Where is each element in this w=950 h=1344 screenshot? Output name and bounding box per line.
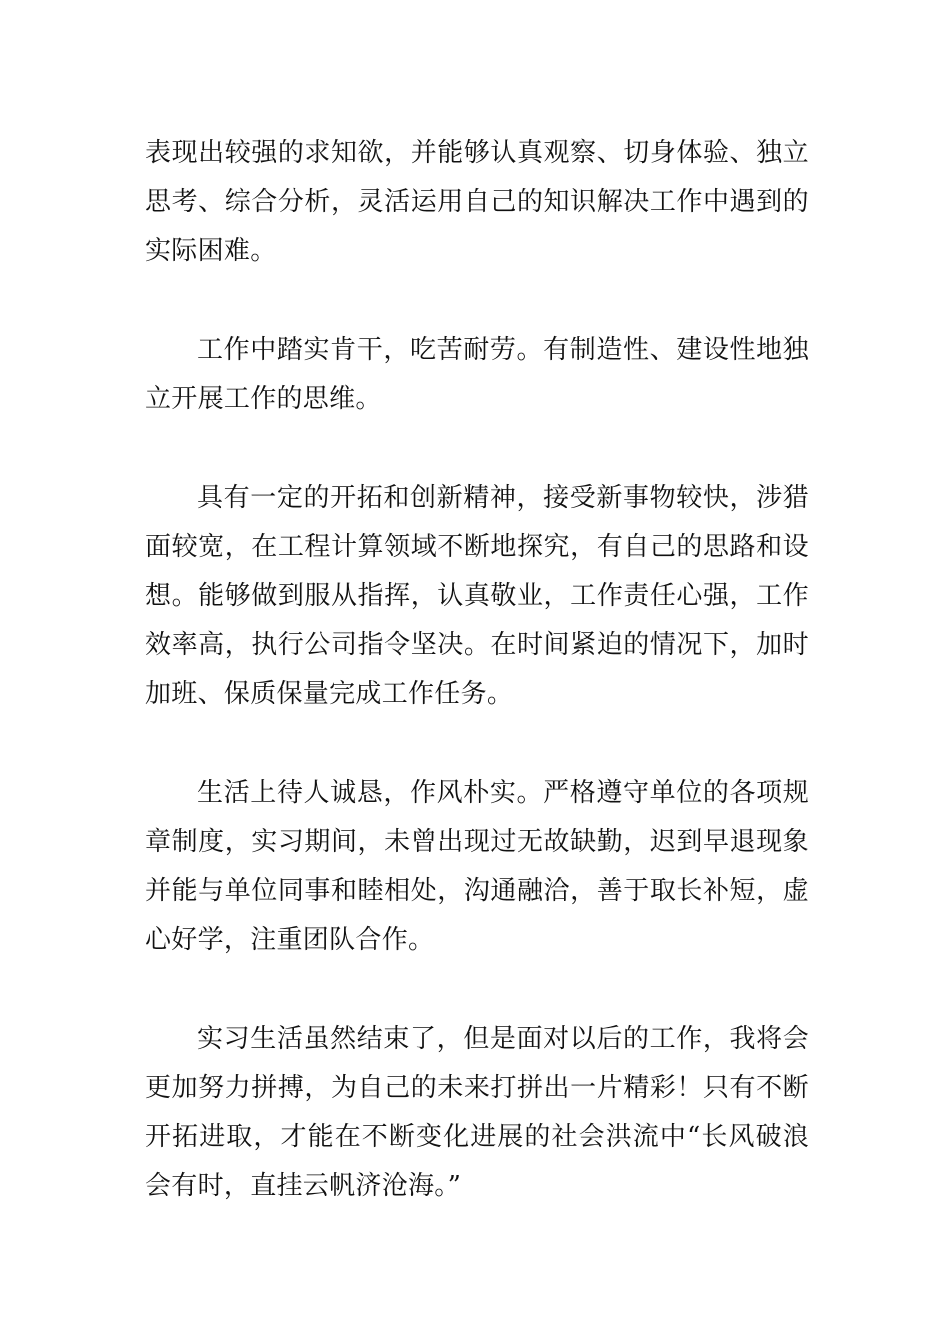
paragraph-4: 生活上待人诚恳，作风朴实。严格遵守单位的各项规章制度，实习期间，未曾出现过无故缺勤，迟到早退现象并能与单位同事和睦相处，沟通融洽，善于取长补短，虚心好学，注重团队合作。: [145, 778, 809, 955]
document-body: [145, 129, 809, 1261]
paragraph-3: 具有一定的开拓和创新精神，接受新事物较快，涉猎面较宽，在工程计算领域不断地探究，有自己的思路和设想。能够做到服从指挥，认真敬业，工作责任心强，工作效率高，执行公司指令坚决。在时间紧迫的情况下，加时加班、保质保量完成工作任务。: [145, 483, 809, 709]
paragraph-1: 表现出较强的求知欲，并能够认真观察、切身体验、独立思考、综合分析，灵活运用自己的知识解决工作中遇到的实际困难。: [145, 138, 809, 266]
paragraph-2: 工作中踏实肯干，吃苦耐劳。有制造性、建设性地独立开展工作的思维。: [145, 335, 809, 414]
paragraph-5: 实习生活虽然结束了，但是面对以后的工作，我将会更加努力拼搏，为自己的未来打拼出一片精彩！只有不断开拓进取，才能在不断变化进展的社会洪流中“长风破浪会有时，直挂云帆济沧海。”: [145, 1024, 809, 1201]
